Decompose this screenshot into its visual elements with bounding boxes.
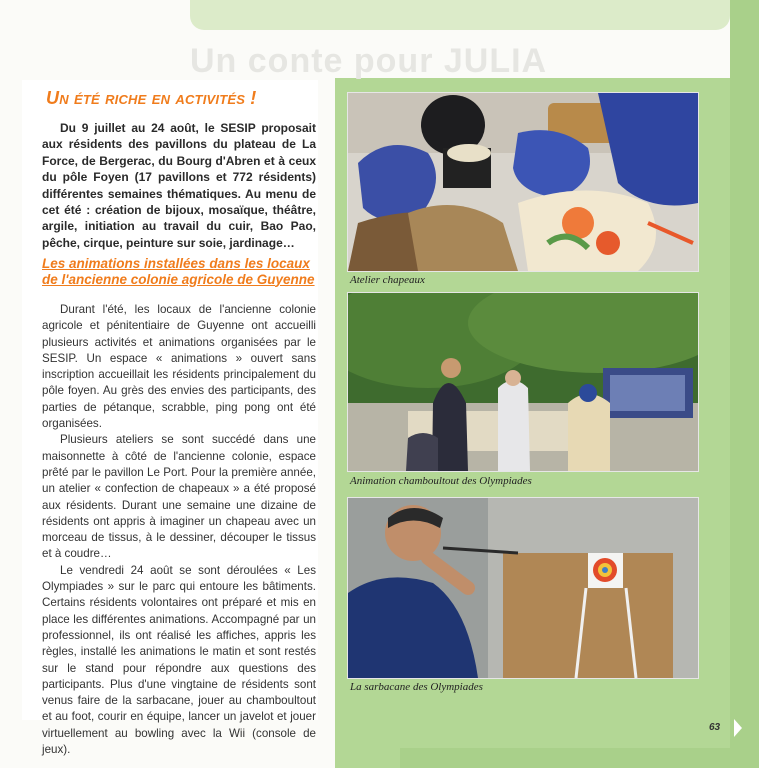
body-paragraph: Durant l'été, les locaux de l'ancienne colonie agricole et pénitentiaire de Guyenne ont accueilli plusieurs activités et animations organisées par le SESIP. Un espace « animations » ouvert sans inscription accueillait les résidents principalement du pôle foyen. Au grès des envies des participants, des parties de pétanque, scrabble, ping pong ont été organisées. xyxy=(42,303,316,431)
show-through-title: Un conte pour JULIA xyxy=(190,42,548,80)
decorative-band-top xyxy=(190,0,730,30)
article-body xyxy=(42,302,316,758)
article-subheading: Les animations installées dans les locaux de l'ancienne colonie agricole de Guyenne xyxy=(42,256,315,287)
page-number: 63 xyxy=(709,722,721,733)
decorative-band-bottom xyxy=(400,748,759,768)
page-arrow-icon xyxy=(734,719,742,737)
photo-atelier-chapeaux xyxy=(347,92,699,272)
body-paragraph: Le vendredi 24 août se sont déroulées « Les Olympiades » sur le parc qui entoure les bâtiments. Certains résidents volontaires ont préparé et mis en place les différentes animations. Accompagné par un professionnel, ils ont réalisé les affiches, appris les règles, installé les animations le matin et sont restés sur le stand pour répondre aux questions des participants. Plus d'une vingtaine de résidents sont venus faire de la sarbacane, jouer au chamboultout et au foot, courir en équipe, lancer un javelot et jouer virtuellement au bowling avec la Wii (console de jeux). xyxy=(42,563,316,757)
article-intro: Du 9 juillet au 24 août, le SESIP proposait aux résidents des pavillons du plateau de La Force, de Bergerac, du Bourg d'Abren et à ceux du pôle Foyen (17 pavillons et 772 résidents) différentes semaines thématiques. Au menu de cet été : création de bijoux, mosaïque, théâtre, argile, initiation au travail du cuir, Bao Pao, pêche, cirque, peinture sur soie, jardinage… xyxy=(42,121,316,250)
photo-caption: Animation chamboultout des Olympiades xyxy=(350,475,532,487)
photo-chamboultout xyxy=(347,292,699,472)
photo-sarbacane xyxy=(347,497,699,679)
photo-caption: Atelier chapeaux xyxy=(350,274,425,286)
body-paragraph: Plusieurs ateliers se sont succédé dans une maisonnette à côté de l'ancienne colonie, espace prêté par le pavillon Le Port. Pour la première année, un atelier « confection de chapeaux » a été proposé aux résidents. Durant une semaine une dizaine de résidents ont appris à imaginer un chapeau avec un morceau de tissus, à le dessiner, découper le tissus et à coudre… xyxy=(42,433,316,561)
article-title: Un été riche en activités ! xyxy=(46,88,257,108)
decorative-band-right xyxy=(730,0,759,768)
photo-caption: La sarbacane des Olympiades xyxy=(350,681,483,693)
